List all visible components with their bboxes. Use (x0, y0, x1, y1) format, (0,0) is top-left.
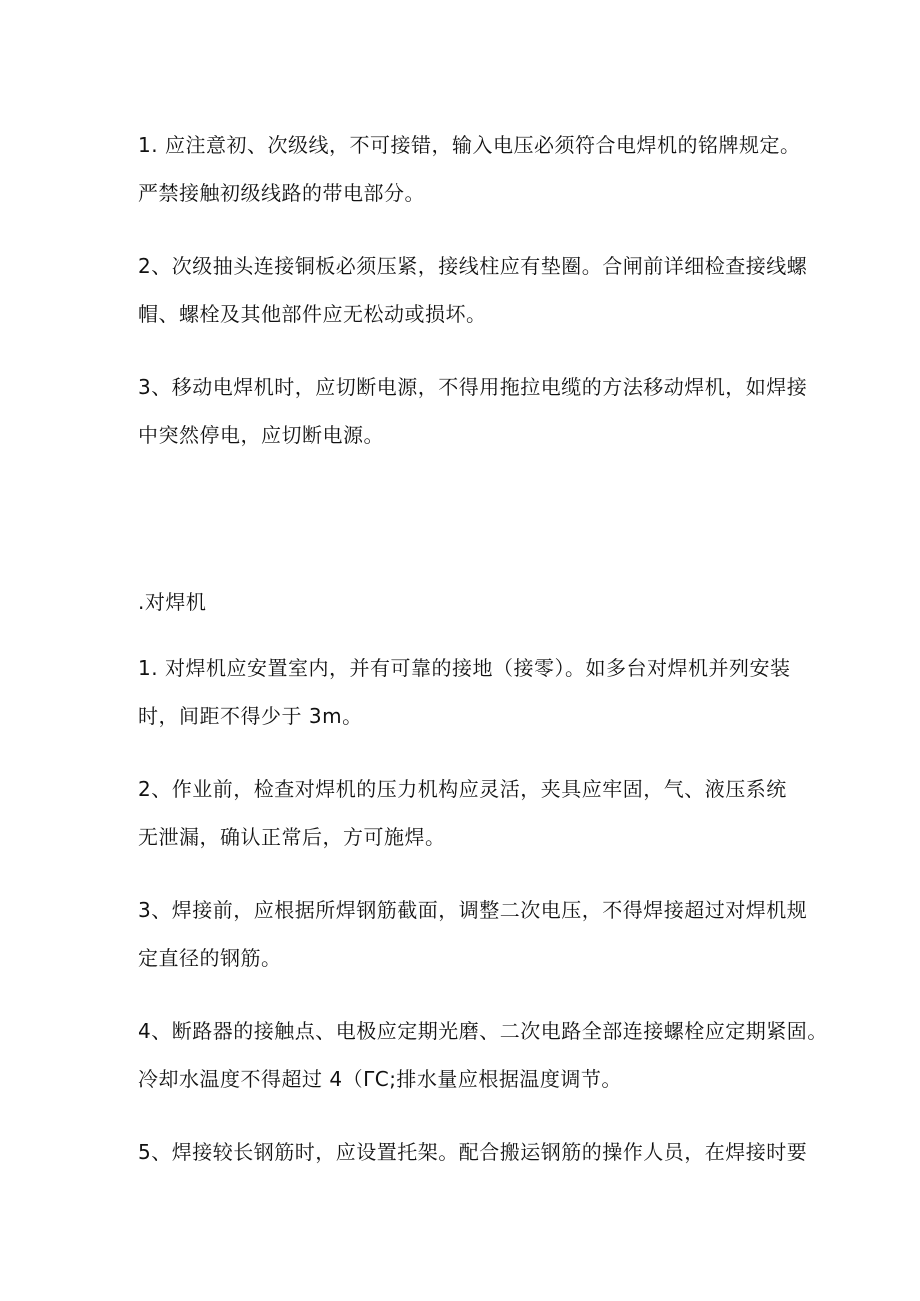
text-line: 4、断路器的接触点、电极应定期光磨、二次电路全部连接螺栓应定期紧固。 (138, 1019, 828, 1043)
text-line: 2、作业前，检查对焊机的压力机构应灵活，夹具应牢固，气、液压系统 (138, 777, 787, 801)
text-line: 帽、螺栓及其他部件应无松动或损坏。 (138, 302, 487, 326)
text-line: 3、移动电焊机时，应切断电源，不得用拖拉电缆的方法移动焊机，如焊接 (138, 375, 808, 399)
section-heading (138, 578, 798, 626)
paragraph-1-1 (138, 121, 801, 217)
text-line: 严禁接触初级线路的带电部分。 (138, 181, 425, 205)
text-line: 2、次级抽头连接铜板必须压紧，接线柱应有垫圈。合闸前详细检查接线螺 (138, 254, 808, 278)
heading-text: .对焊机 (138, 590, 207, 614)
paragraph-2-3 (138, 886, 808, 982)
paragraph-1-2 (138, 242, 808, 338)
text-line: 中突然停电，应切断电源。 (138, 423, 384, 447)
text-line: 5、焊接较长钢筋时，应设置托架。配合搬运钢筋的操作人员，在焊接时要 (138, 1140, 808, 1164)
text-line: 3、焊接前，应根据所焊钢筋截面，调整二次电压，不得焊接超过对焊机规 (138, 898, 808, 922)
text-line: 无泄漏，确认正常后，方可施焊。 (138, 825, 446, 849)
text-line: 冷却水温度不得超过 4（ΓC;排水量应根据温度调节。 (138, 1067, 622, 1091)
text-line: 定直径的钢筋。 (138, 946, 282, 970)
text-line: 1. 应注意初、次级线，不可接错，输入电压必须符合电焊机的铭牌规定。 (138, 133, 801, 157)
paragraph-2-4 (138, 1007, 828, 1103)
text-line: 1. 对焊机应安置室内，并有可靠的接地（接零）。如多台对焊机并列安装 (138, 656, 791, 680)
paragraph-2-2 (138, 765, 798, 861)
paragraph-2-5 (138, 1128, 808, 1176)
paragraph-2-1 (138, 644, 798, 740)
text-line: 时，间距不得少于 3m。 (138, 704, 363, 728)
paragraph-1-3 (138, 363, 808, 459)
